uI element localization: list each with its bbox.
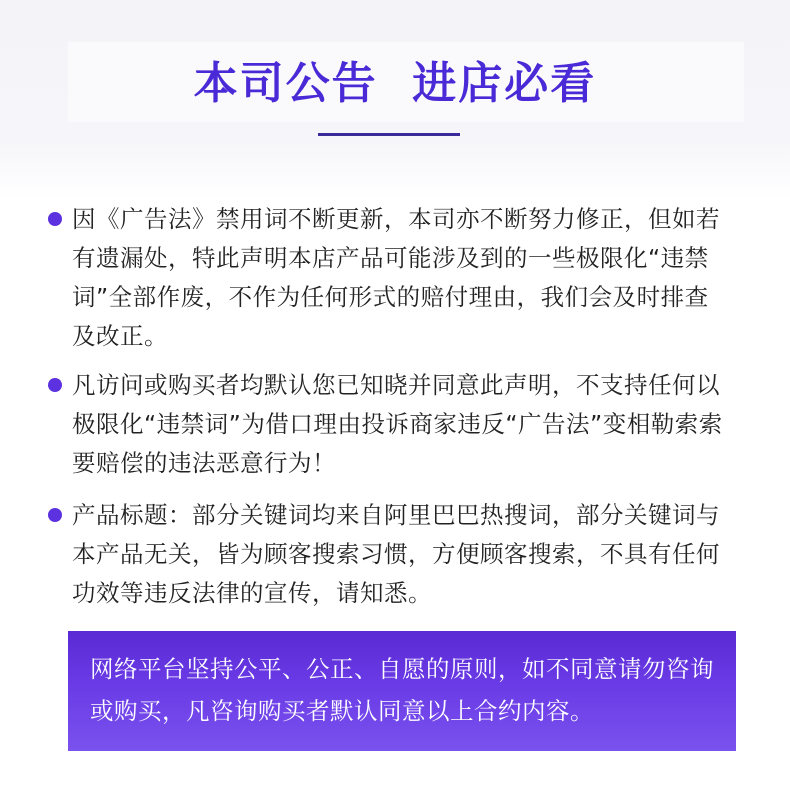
notice-text: 凡访问或购买者均默认您已知晓并同意此声明，不支持任何以极限化“违禁词”为借口理由投诉商家违反“广告法”变相勒索索要赔偿的违法恶意行为！ [72, 371, 723, 477]
notice-text: 因《广告法》禁用词不断更新，本司亦不断努力修正，但如若有遗漏处，特此声明本店产品可能涉及到的一些极限化“违禁词”全部作废，不作为任何形式的赔付理由，我们会及时排查及改正。 [72, 205, 720, 350]
page-title: 本司公告 进店必看 [193, 58, 597, 109]
footer-notice-box [68, 631, 736, 751]
notice-text: 产品标题：部分关键词均来自阿里巴巴热搜词，部分关键词与本产品无关，皆为顾客搜索习惯，方便顾客搜索，不具有任何功效等违反法律的宣传，请知悉。 [72, 501, 720, 607]
title-underline [318, 133, 460, 136]
bullet-dot-icon [48, 212, 62, 226]
bullet-dot-icon [48, 378, 62, 392]
footer-notice-text: 网络平台坚持公平、公正、自愿的原则，如不同意请勿咨询或购买，凡咨询购买者默认同意以上合约内容。 [90, 655, 714, 725]
bullet-dot-icon [48, 508, 62, 522]
